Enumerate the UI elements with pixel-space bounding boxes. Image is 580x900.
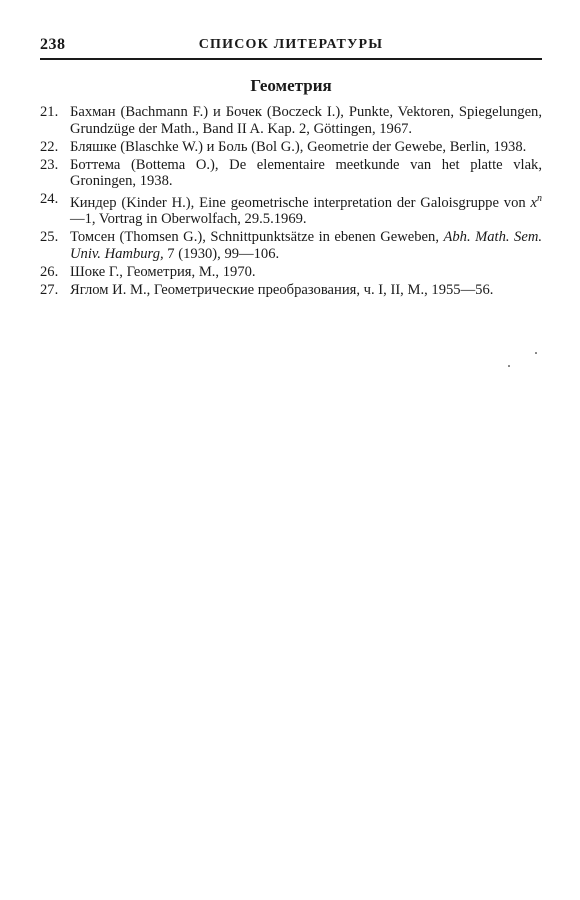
bibliography-item-text: [70, 282, 493, 298]
bibliography-text-fragment: Томсен (Thomsen G.), Schnittpunktsätze in ebenen Geweben,: [70, 229, 444, 246]
bibliography-item: [40, 229, 542, 262]
bibliography-text-fragment: —1, Vortrag in Oberwolfach, 29.5.1969.: [70, 211, 307, 228]
bibliography-item-text: [70, 195, 542, 228]
bibliography-text-fragment: Киндер (Kinder H.), Eine geometrische interpretation der Galoisgruppe von: [70, 194, 531, 211]
running-title: СПИСОК ЛИТЕРАТУРЫ: [198, 37, 384, 52]
bibliography-item: [40, 139, 542, 156]
bibliography-text-fragment: 7 (1930), 99—106.: [163, 245, 280, 262]
bibliography-item: [40, 104, 542, 137]
bibliography-text-fragment: Abh. Math. Sem. Univ. Hamburg,: [70, 229, 543, 262]
bibliography-item: [40, 264, 542, 281]
bibliography-list: [40, 104, 542, 300]
page-header: [40, 36, 542, 60]
bibliography-item-number: 22.: [40, 138, 59, 155]
section-heading: Геометрия: [250, 76, 332, 95]
print-speck: [508, 365, 510, 367]
bibliography-item-number: 27.: [40, 281, 59, 298]
print-speck: [535, 352, 537, 354]
bibliography-item-text: [70, 229, 542, 262]
bibliography-item-text: [70, 139, 526, 155]
bibliography-text-fragment: Бляшке (Blaschke W.) и Боль (Bol G.), Geometrie der Gewebe, Berlin, 1938.: [70, 138, 527, 155]
bibliography-item: [40, 157, 542, 190]
bibliography-item-text: [70, 157, 542, 190]
bibliography-text-fragment: Бахман (Bachmann F.) и Бочек (Boczeck I.), Punkte, Vektoren, Spiegelungen, Grundzüge der Math., Band II A. Kap. 2, Göttingen, 1967.: [70, 104, 542, 137]
bibliography-text-fragment: Боттема (Bottema O.), De elementaire meetkunde van het platte vlak, Groningen, 1938.: [70, 156, 542, 189]
bibliography-text-fragment: Яглом И. М., Геометрические преобразования, ч. I, II, М., 1955—56.: [70, 281, 494, 298]
bibliography-item: [40, 191, 542, 228]
page-number: 238: [40, 36, 66, 53]
bibliography-text-fragment: x: [530, 194, 537, 211]
bibliography-item-text: [70, 264, 256, 280]
bibliography-item: [40, 282, 542, 299]
bibliography-text-fragment: Шоке Г., Геометрия, М., 1970.: [70, 263, 256, 280]
bibliography-item-number: 25.: [40, 229, 59, 246]
bibliography-text-fragment: n: [537, 193, 542, 204]
bibliography-item-number: 23.: [40, 156, 59, 173]
bibliography-item-number: 26.: [40, 263, 59, 280]
bibliography-item-number: 21.: [40, 104, 59, 120]
bibliography-item-text: [70, 104, 542, 137]
bibliography-item-number: 24.: [40, 191, 59, 207]
